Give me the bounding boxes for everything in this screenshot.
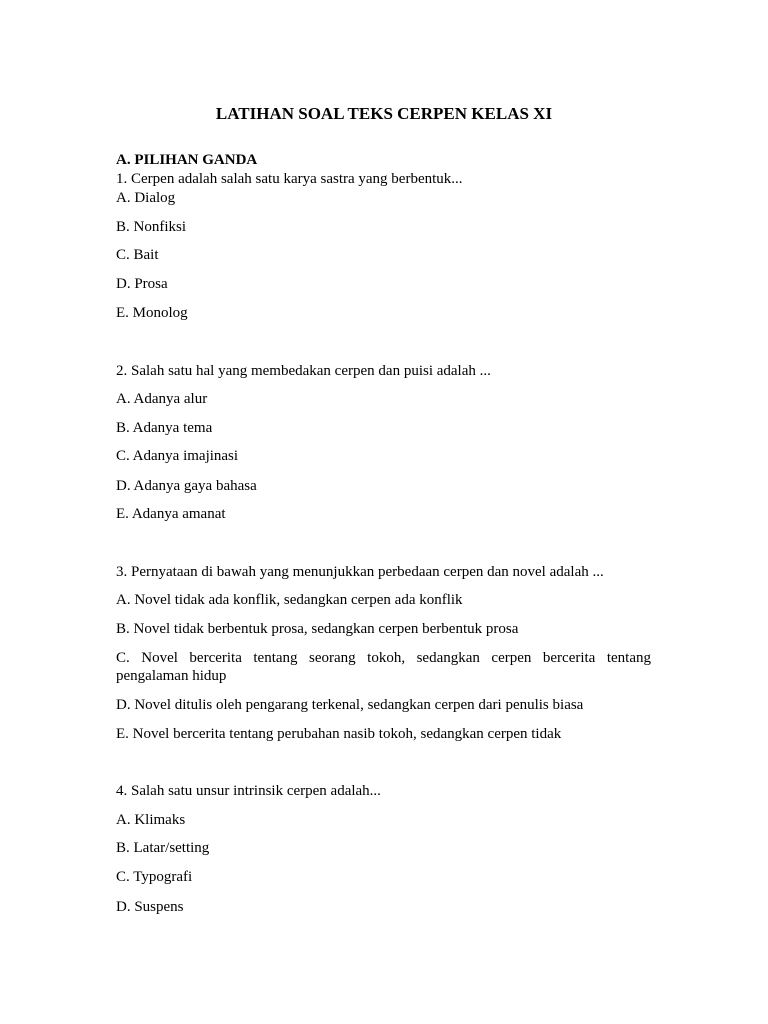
question-2-option-c: C. Adanya imajinasi: [116, 448, 239, 464]
section-heading-pilihan-ganda: A. PILIHAN GANDA: [116, 152, 258, 168]
question-3-option-b: B. Novel tidak berbentuk prosa, sedangkan cerpen berbentuk prosa: [116, 621, 519, 637]
document-title: LATIHAN SOAL TEKS CERPEN KELAS XI: [215, 104, 553, 123]
question-1-option-b: B. Nonfiksi: [116, 219, 187, 235]
question-1-option-d: D. Prosa: [116, 276, 168, 292]
question-2-text: 2. Salah satu hal yang membedakan cerpen dan puisi adalah ...: [116, 363, 491, 379]
question-1-option-c: C. Bait: [116, 247, 159, 263]
question-4-option-d: D. Suspens: [116, 899, 184, 915]
question-4-text: 4. Salah satu unsur intrinsik cerpen adalah...: [116, 783, 381, 799]
question-4-option-c: C. Typografi: [116, 869, 193, 885]
question-3-option-d: D. Novel ditulis oleh pengarang terkenal, sedangkan cerpen dari penulis biasa: [116, 697, 584, 713]
question-3-option-a: A. Novel tidak ada konflik, sedangkan cerpen ada konflik: [116, 592, 463, 608]
question-4-option-b: B. Latar/setting: [116, 840, 210, 856]
question-1-text: 1. Cerpen adalah salah satu karya sastra yang berbentuk...: [116, 171, 463, 187]
question-2-option-e: E. Adanya amanat: [116, 506, 226, 522]
question-2-option-b: B. Adanya tema: [116, 420, 213, 436]
question-3-text: 3. Pernyataan di bawah yang menunjukkan perbedaan cerpen dan novel adalah ...: [116, 564, 604, 580]
question-3-option-c: C. Novel bercerita tentang seorang tokoh, sedangkan cerpen bercerita tentang pengalaman hidup: [116, 650, 651, 684]
question-2-option-d: D. Adanya gaya bahasa: [116, 478, 257, 494]
question-4-option-a: A. Klimaks: [116, 812, 186, 828]
question-1-option-e: E. Monolog: [116, 305, 188, 321]
question-1-option-a: A. Dialog: [116, 190, 176, 206]
question-3-option-e: E. Novel bercerita tentang perubahan nasib tokoh, sedangkan cerpen tidak: [116, 726, 562, 742]
question-2-option-a: A. Adanya alur: [116, 391, 208, 407]
